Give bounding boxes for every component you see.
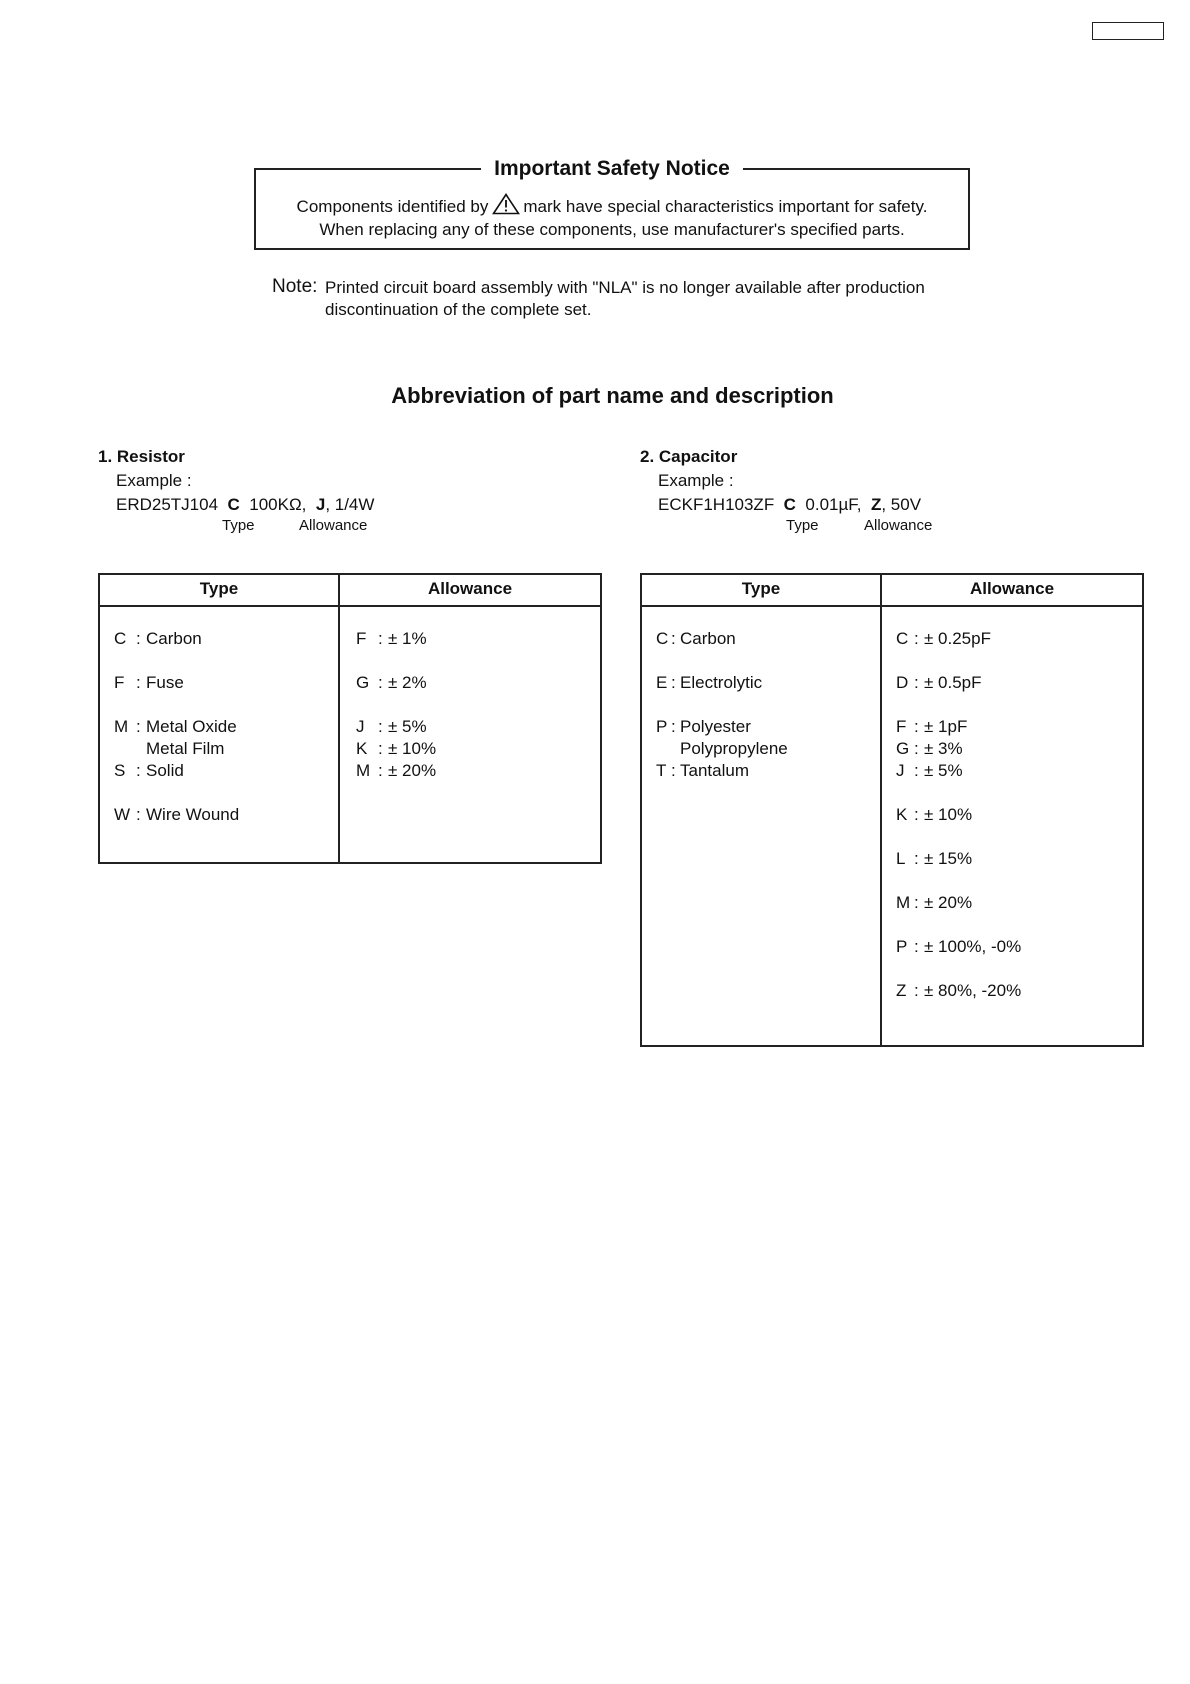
capacitor-type-caption: Type bbox=[786, 517, 819, 534]
safety-notice-title: Important Safety Notice bbox=[481, 157, 743, 180]
capacitor-allowance-caption: Allowance bbox=[864, 517, 933, 534]
resistor-type-row: S : Solid bbox=[114, 761, 184, 780]
capacitor-allowance-row: K : ± 10% bbox=[896, 805, 973, 824]
capacitor-allowance-row: C : ± 0.25pF bbox=[896, 629, 991, 648]
capacitor-title: 2. Capacitor bbox=[640, 447, 738, 466]
resistor-example-code: ERD25TJ104 C 100KΩ, J, 1/4W bbox=[116, 495, 375, 514]
resistor-type-row: M : Metal Oxide bbox=[114, 717, 237, 736]
capacitor-allowance-row: G : ± 3% bbox=[896, 739, 963, 758]
resistor-allowance-row: M : ± 20% bbox=[356, 761, 437, 780]
resistor-allowance-caption: Allowance bbox=[299, 517, 368, 534]
capacitor-allowance-row: F : ± 1pF bbox=[896, 717, 968, 736]
resistor-type-header: Type bbox=[199, 579, 239, 598]
resistor-type-row: F : Fuse bbox=[114, 673, 184, 692]
capacitor-type-row: C : Carbon bbox=[656, 629, 736, 648]
capacitor-allowance-row: D : ± 0.5pF bbox=[896, 673, 982, 692]
resistor-type-row: C : Carbon bbox=[114, 629, 202, 648]
resistor-title: 1. Resistor bbox=[98, 447, 185, 466]
resistor-allowance-row: J : ± 5% bbox=[356, 717, 427, 736]
page-number-box bbox=[1092, 22, 1164, 40]
note-line-1: Printed circuit board assembly with "NLA" is no longer available after production bbox=[325, 278, 925, 297]
safety-notice-box bbox=[254, 157, 970, 250]
resistor-allowance-row: G : ± 2% bbox=[356, 673, 427, 692]
capacitor-type-header: Type bbox=[741, 579, 781, 598]
safety-notice-line-1: Components identified by mark have special characteristics important for safety. bbox=[256, 193, 968, 217]
safety-notice-line-2: When replacing any of these components, use manufacturer's specified parts. bbox=[319, 220, 905, 239]
note-label: Note: bbox=[272, 276, 318, 297]
capacitor-example-code: ECKF1H103ZF C 0.01µF, Z, 50V bbox=[658, 495, 922, 514]
capacitor-allowance-row: J : ± 5% bbox=[896, 761, 963, 780]
resistor-table bbox=[98, 573, 602, 864]
resistor-allowance-row: K : ± 10% bbox=[356, 739, 437, 758]
capacitor-type-row-continued: Polypropylene bbox=[680, 739, 788, 758]
capacitor-table bbox=[640, 573, 1144, 1047]
capacitor-allowance-row: Z : ± 80%, -20% bbox=[896, 981, 1022, 1000]
resistor-allowance-row: F : ± 1% bbox=[356, 629, 427, 648]
capacitor-allowance-row: P : ± 100%, -0% bbox=[896, 937, 1022, 956]
resistor-type-row-continued: Metal Film bbox=[146, 739, 225, 758]
resistor-type-row: W : Wire Wound bbox=[114, 805, 240, 824]
capacitor-type-row: E : Electrolytic bbox=[656, 673, 763, 692]
note-line-2: discontinuation of the complete set. bbox=[325, 300, 592, 319]
resistor-example-label: Example : bbox=[116, 471, 192, 490]
capacitor-allowance-row: L : ± 15% bbox=[896, 849, 973, 868]
resistor-allowance-header: Allowance bbox=[427, 579, 513, 598]
capacitor-allowance-header: Allowance bbox=[969, 579, 1055, 598]
abbreviation-title: Abbreviation of part name and description bbox=[391, 383, 834, 408]
capacitor-example-label: Example : bbox=[658, 471, 734, 490]
capacitor-type-row: T : Tantalum bbox=[656, 761, 749, 780]
capacitor-allowance-row: M : ± 20% bbox=[896, 893, 973, 912]
capacitor-type-row: P : Polyester bbox=[656, 717, 751, 736]
resistor-type-caption: Type bbox=[222, 517, 255, 534]
warning-triangle-icon bbox=[492, 193, 520, 215]
